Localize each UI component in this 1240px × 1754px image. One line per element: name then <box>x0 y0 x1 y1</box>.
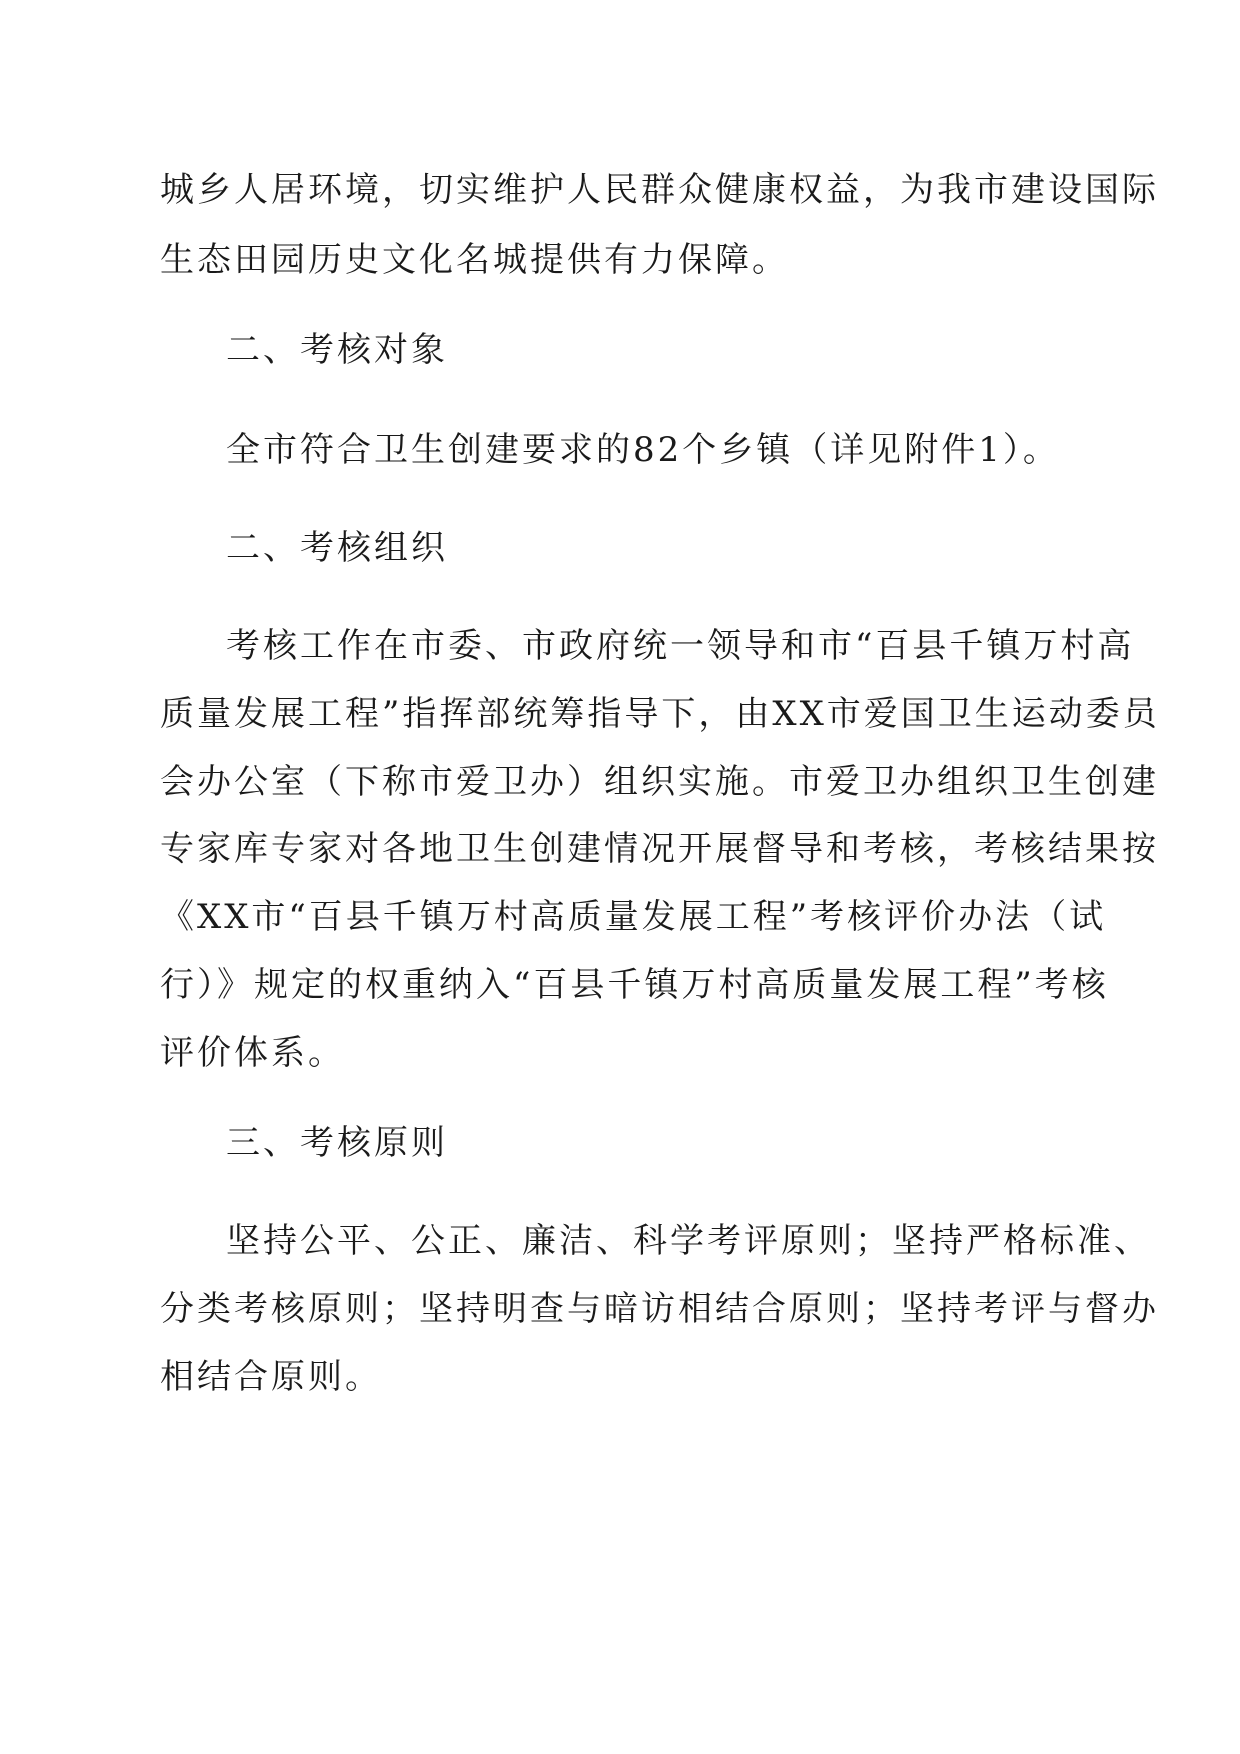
organization-line-3: 会办公室（下称市爱卫办）组织实施。市爱卫办组织卫生创建 <box>160 762 1159 802</box>
section-heading-organization: 二、考核组织 <box>226 528 448 568</box>
principles-line-3: 相结合原则。 <box>160 1357 382 1397</box>
organization-line-2: 质量发展工程”指挥部统筹指导下，由XX市爱国卫生运动委员 <box>160 694 1160 734</box>
intro-line-2: 生态田园历史文化名城提供有力保障。 <box>160 240 789 280</box>
principles-line-1: 坚持公平、公正、廉洁、科学考评原则；坚持严格标准、 <box>226 1221 1151 1261</box>
section-object-body: 全市符合卫生创建要求的82个乡镇（详见附件1）。 <box>226 430 1060 470</box>
organization-line-7: 评价体系。 <box>160 1033 345 1073</box>
section-heading-principles: 三、考核原则 <box>226 1123 448 1163</box>
organization-line-5: 《XX市“百县千镇万村高质量发展工程”考核评价办法（试 <box>160 897 1107 937</box>
intro-line-1: 城乡人居环境，切实维护人民群众健康权益，为我市建设国际 <box>160 170 1159 210</box>
section-heading-object: 二、考核对象 <box>226 330 448 370</box>
organization-line-4: 专家库专家对各地卫生创建情况开展督导和考核，考核结果按 <box>160 829 1159 869</box>
organization-line-6: 行）》规定的权重纳入“百县千镇万村高质量发展工程”考核 <box>160 965 1109 1005</box>
organization-line-1: 考核工作在市委、市政府统一领导和市“百县千镇万村高 <box>226 626 1135 666</box>
principles-line-2: 分类考核原则；坚持明查与暗访相结合原则；坚持考评与督办 <box>160 1289 1159 1329</box>
